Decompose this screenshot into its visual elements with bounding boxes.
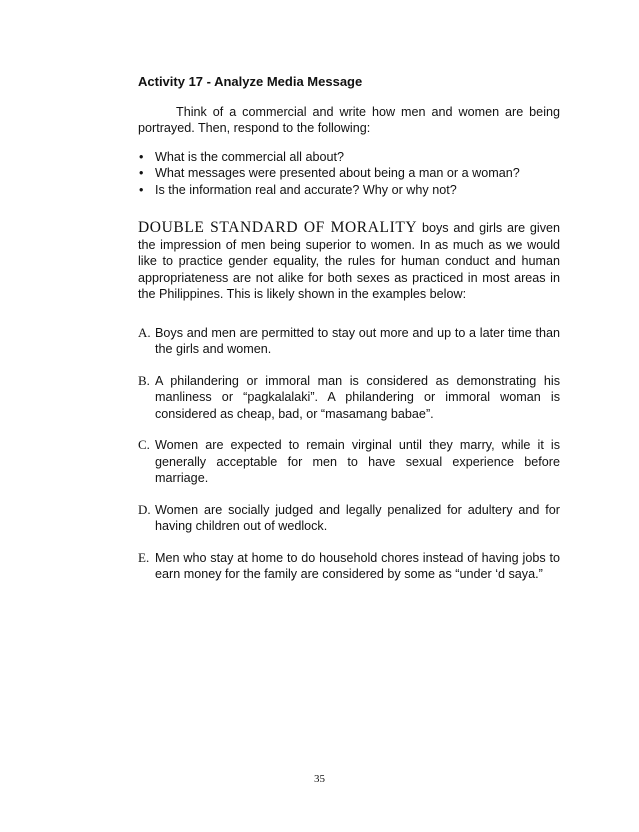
examples-list (138, 325, 560, 583)
question-text: What messages were presented about being a man or a woman? (155, 166, 520, 180)
page-number: 35 (314, 773, 325, 785)
bullet-icon: • (139, 166, 144, 180)
question-text: What is the commercial all about? (155, 149, 344, 164)
example-letter: D. (138, 501, 151, 517)
question-list (138, 149, 560, 199)
question-item (138, 182, 560, 199)
double-standard-paragraph (138, 220, 560, 303)
bullet-icon: • (139, 182, 144, 197)
example-item (138, 437, 560, 487)
example-letter: A. (138, 324, 151, 340)
example-text: Women are expected to remain virginal until they marry, while it is generally acceptable for men to have sexual experience before marriage. (155, 438, 560, 485)
section-heading: DOUBLE STANDARD OF MORALITY (138, 219, 418, 236)
example-text: Men who stay at home to do household chores instead of having jobs to earn money for the family are considered by some as “under ‘d saya.” (155, 550, 560, 581)
example-text: A philandering or immoral man is considered as demonstrating his manliness or “pagkalalaki”. A philandering or immoral woman is considered as cheap, bad, or “masamang babae”. (155, 373, 560, 421)
bullet-icon: • (139, 149, 144, 164)
example-item (138, 502, 560, 535)
question-item (138, 165, 560, 182)
question-text: Is the information real and accurate? Why or why not? (155, 182, 457, 197)
example-letter: C. (138, 437, 150, 452)
example-item (138, 373, 560, 423)
document-body (138, 74, 560, 598)
section-body: boys and girls are given the impression of men being superior to women. In as much as we would like to practice gender equality, the rules for human conduct and human appropriateness are not alike for both sexes as practiced in most areas in the Philippines. This is likely shown in the examples below: (138, 221, 561, 301)
activity-title: Activity 17 - Analyze Media Message (138, 74, 363, 89)
question-item (138, 149, 560, 166)
example-text: Women are socially judged and legally penalized for adultery and for having children out of wedlock. (155, 502, 560, 533)
example-item (138, 550, 560, 583)
example-letter: B. (138, 372, 150, 388)
example-item (138, 325, 560, 358)
example-letter: E. (138, 549, 150, 565)
example-text: Boys and men are permitted to stay out more and up to a later time than the girls and women. (155, 325, 560, 356)
activity-intro: Think of a commercial and write how men and women are being portrayed. Then, respond to the following: (138, 104, 560, 135)
